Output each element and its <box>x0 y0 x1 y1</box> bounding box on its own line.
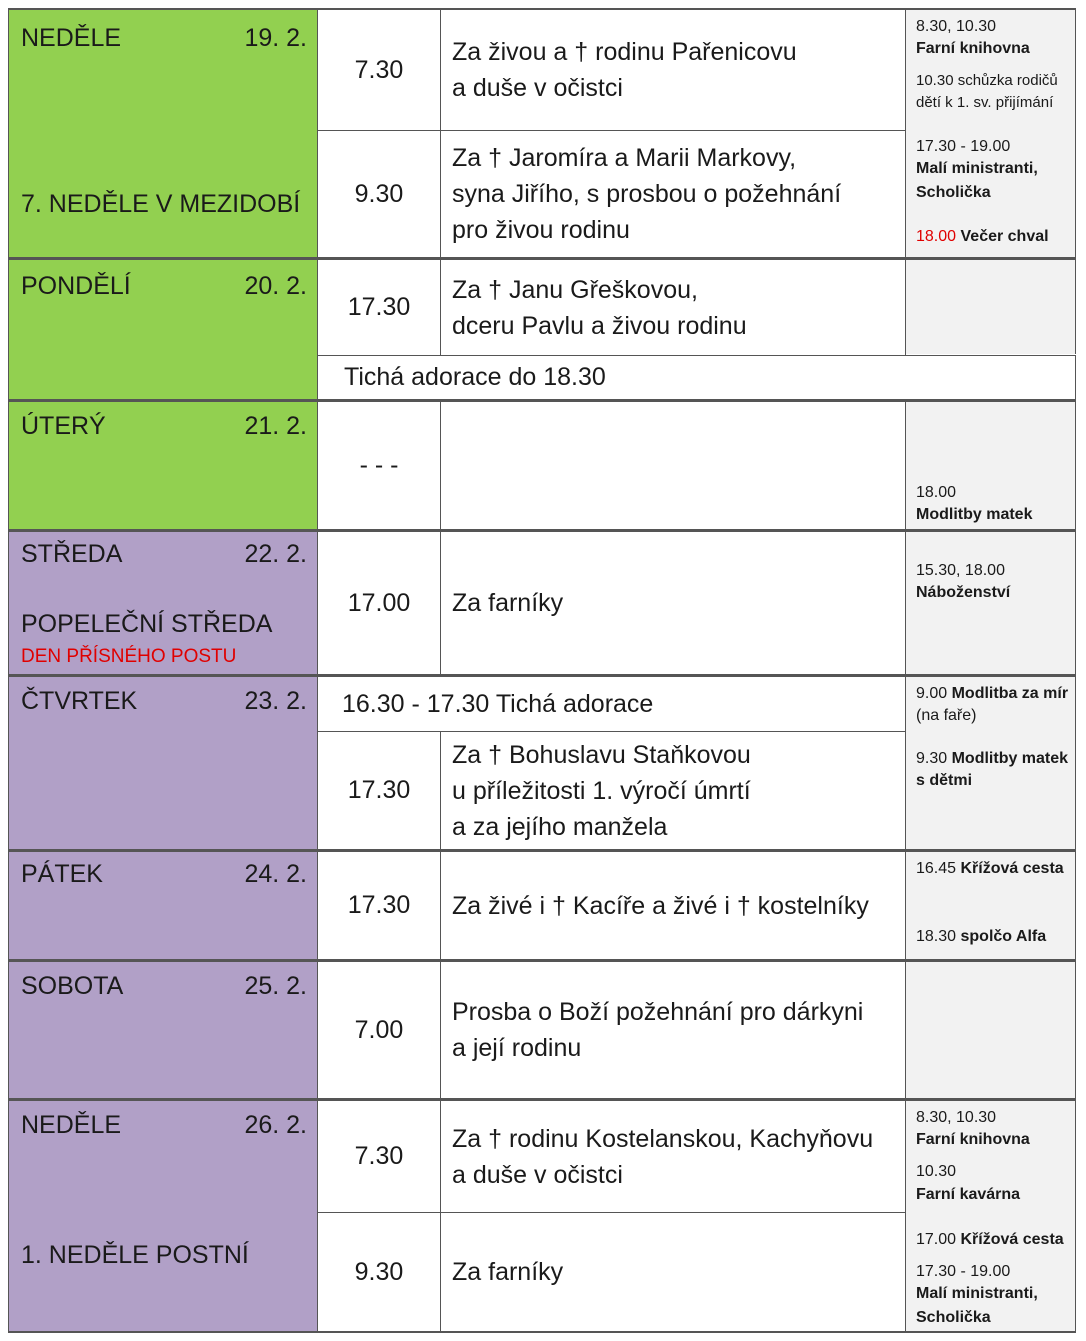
intention-line: dceru Pavlu a živou rodinu <box>452 311 747 340</box>
intention-line: Za živou a † rodinu Pařenicovu <box>452 38 797 66</box>
intention-line: Prosba o Boží požehnání pro dárkyni <box>452 998 864 1026</box>
day-row-friday <box>8 850 1076 961</box>
mass-intention <box>441 962 906 1098</box>
note-text: Křížová cesta <box>960 860 1064 877</box>
mass-intention <box>441 402 906 529</box>
note-text: Náboženství <box>916 584 1011 601</box>
note-text: Farní knihovna <box>916 40 1030 57</box>
notes-cell <box>906 1101 1076 1331</box>
intention-line: Za farníky <box>452 589 564 617</box>
day-cell <box>8 677 318 849</box>
note-time: 8.30, 10.30 <box>916 1109 997 1126</box>
day-row-wednesday <box>8 530 1076 676</box>
intention-line: a za jejího manžela <box>452 812 668 841</box>
notes-cell <box>906 260 1076 354</box>
day-cell <box>8 962 318 1098</box>
note-time: 18.00 <box>916 228 957 245</box>
notes-cell <box>906 10 1076 257</box>
mass-intention <box>441 260 906 355</box>
note-time: 17.30 - 19.00 <box>916 1263 1011 1280</box>
day-subtitle: 7. NEDĚLE V MEZIDOBÍ <box>21 190 301 218</box>
note-time: 9.30 <box>916 750 948 767</box>
day-cell <box>8 1101 318 1331</box>
note-text: Scholička <box>916 184 991 201</box>
intention-line: syna Jiřího, s prosbou o požehnání <box>452 180 842 208</box>
day-row-thursday <box>8 675 1076 851</box>
day-name: ČTVRTEK <box>21 687 138 715</box>
day-row-sunday-26 <box>8 1099 1076 1333</box>
mass-time: 17.30 <box>318 260 441 355</box>
day-date: 26. 2. <box>244 1111 307 1139</box>
note-text: Modlitby matek <box>916 506 1033 523</box>
fast-day-note: DEN PŘÍSNÉHO POSTU <box>21 646 237 667</box>
note-time: 8.30, 10.30 <box>916 18 997 35</box>
note-time: 10.30 <box>916 1163 957 1180</box>
note-text: Modlitby matek <box>951 750 1069 767</box>
day-cell <box>8 260 318 399</box>
day-date: 21. 2. <box>244 412 307 440</box>
intention-line: Za živé i † Kacíře a živé i † kostelníky <box>452 891 869 920</box>
day-name: SOBOTA <box>21 972 124 1000</box>
day-subtitle: 1. NEDĚLE POSTNÍ <box>21 1241 249 1269</box>
day-cell <box>8 402 318 529</box>
note-text: Farní kavárna <box>916 1186 1021 1203</box>
mass-intention <box>441 131 906 257</box>
mass-intention <box>441 10 906 130</box>
notes-cell <box>906 852 1076 959</box>
day-subtitle: POPELEČNÍ STŘEDA <box>21 610 273 638</box>
day-name: NEDĚLE <box>21 1111 122 1139</box>
day-name: NEDĚLE <box>21 24 122 52</box>
day-date: 23. 2. <box>244 687 307 715</box>
intention-line: a její rodinu <box>452 1034 582 1062</box>
note-text: Malí ministranti, <box>916 160 1038 177</box>
notes-cell <box>906 677 1076 849</box>
intention-line: a duše v očistci <box>452 1160 623 1189</box>
note-text: Křížová cesta <box>960 1231 1064 1248</box>
day-name: PONDĚLÍ <box>21 272 131 300</box>
day-cell <box>8 852 318 959</box>
day-cell <box>8 532 318 674</box>
mass-time: 17.30 <box>318 732 441 849</box>
day-name: ÚTERÝ <box>21 412 106 440</box>
note-text: s dětmi <box>916 772 973 789</box>
intention-line: u příležitosti 1. výročí úmrtí <box>452 776 751 805</box>
notes-cell <box>906 532 1076 674</box>
note-time: 17.00 <box>916 1231 957 1248</box>
day-name: PÁTEK <box>21 860 103 888</box>
day-cell <box>8 10 318 257</box>
mass-time: 7.30 <box>318 1101 441 1212</box>
day-name: STŘEDA <box>21 540 123 568</box>
mass-intention <box>441 1213 906 1331</box>
day-date: 24. 2. <box>244 860 307 888</box>
note-time: 18.30 <box>916 928 957 945</box>
day-date: 25. 2. <box>244 972 307 1000</box>
note-time: 15.30, 18.00 <box>916 562 1005 579</box>
day-date: 22. 2. <box>244 540 307 568</box>
day-row-sunday-19 <box>8 8 1076 259</box>
note-text: Farní knihovna <box>916 1131 1030 1148</box>
intention-line: Za farníky <box>452 1258 564 1286</box>
note-time: 18.00 <box>916 484 957 501</box>
note-time: 9.00 <box>916 685 948 702</box>
mass-intention <box>441 532 906 674</box>
mass-intention <box>441 1101 906 1212</box>
day-row-saturday <box>8 960 1076 1100</box>
note-text: 10.30 schůzka rodičů <box>916 72 1058 89</box>
note-text: Večer chval <box>960 228 1049 245</box>
note-text: dětí k 1. sv. přijímání <box>916 94 1054 111</box>
day-row-tuesday <box>8 400 1076 531</box>
mass-time: 9.30 <box>318 131 441 257</box>
intention-line: a duše v očistci <box>452 74 623 102</box>
day-date: 20. 2. <box>244 272 307 300</box>
intention-line: pro živou rodinu <box>452 216 630 244</box>
day-date: 19. 2. <box>244 24 307 52</box>
adoration-row: 16.30 - 17.30 Tichá adorace <box>318 677 906 731</box>
mass-time: 17.30 <box>318 852 441 959</box>
note-time: 17.30 - 19.00 <box>916 138 1011 155</box>
intention-line: Za † Jaromíra a Marii Markovy, <box>452 144 797 172</box>
mass-time: - - - <box>318 402 441 529</box>
note-text: Modlitba za mír <box>951 685 1069 702</box>
adoration-row: Tichá adorace do 18.30 <box>318 355 1076 399</box>
mass-time: 9.30 <box>318 1213 441 1331</box>
intention-line: Za † rodinu Kostelanskou, Kachyňovu <box>452 1124 874 1153</box>
note-text: spolčo Alfa <box>960 928 1047 945</box>
intention-line: Za † Bohuslavu Staňkovou <box>452 740 751 769</box>
note-text: (na faře) <box>916 707 977 724</box>
mass-intention <box>441 732 906 849</box>
mass-intention <box>441 852 906 959</box>
note-text: Malí ministranti, <box>916 1285 1038 1302</box>
mass-time: 17.00 <box>318 532 441 674</box>
notes-cell <box>906 402 1076 529</box>
mass-time: 7.30 <box>318 10 441 130</box>
intention-line: Za † Janu Gřeškovou, <box>452 275 698 304</box>
note-text: Scholička <box>916 1309 991 1326</box>
mass-time: 7.00 <box>318 962 441 1098</box>
note-time: 16.45 <box>916 860 957 877</box>
day-row-monday <box>8 258 1076 401</box>
notes-cell <box>906 962 1076 1098</box>
